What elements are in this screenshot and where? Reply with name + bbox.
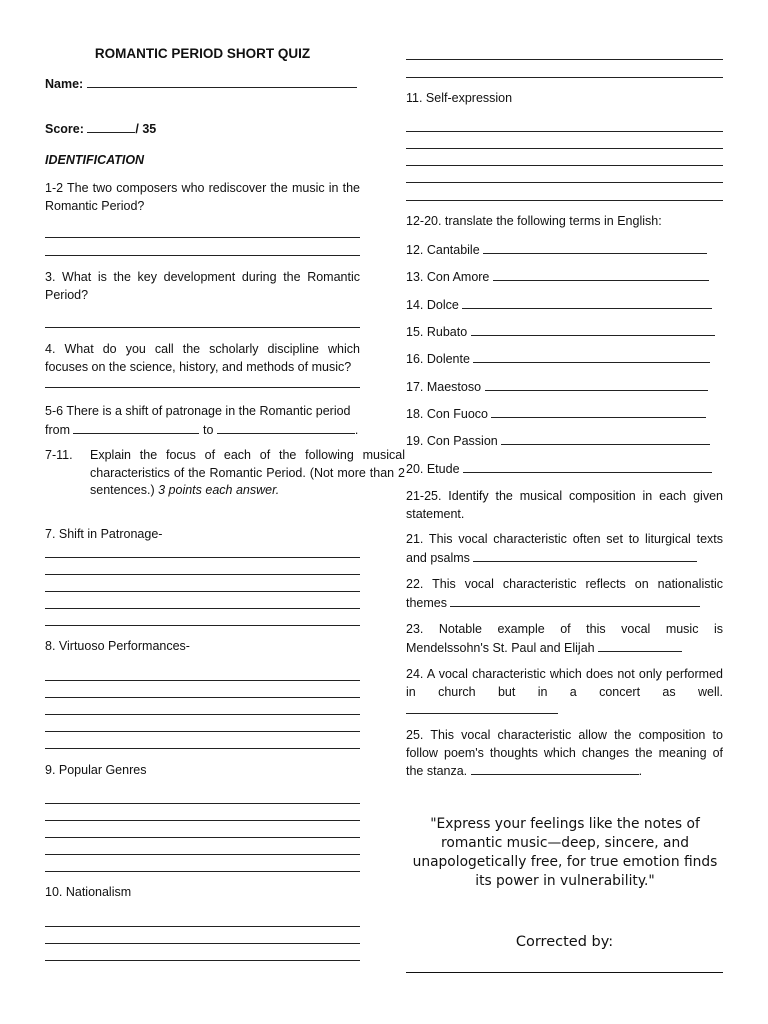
question-22-text: 22. This vocal characteristic reflects on nationalistic themes bbox=[406, 577, 723, 610]
name-row bbox=[45, 75, 360, 94]
question-7-11-text: Explain the focus of each of the following musical characteristics of the Romantic Period. (Not more than 2 sentences.) bbox=[90, 448, 405, 497]
term-label: 18. Con Fuoco bbox=[406, 407, 488, 421]
question-24-text: 24. A vocal characteristic which does not only performed in church but in a concert as well. bbox=[406, 667, 723, 699]
answer-line[interactable] bbox=[45, 803, 360, 804]
answer-line[interactable] bbox=[45, 960, 360, 961]
question-11: 11. Self-expression bbox=[406, 91, 513, 105]
question-10: 10. Nationalism bbox=[45, 885, 132, 899]
term-row bbox=[406, 405, 706, 423]
patronage-to-field[interactable] bbox=[217, 421, 355, 434]
answer-line[interactable] bbox=[45, 943, 360, 944]
answer-line[interactable] bbox=[406, 182, 723, 183]
translation-field[interactable] bbox=[483, 241, 707, 254]
answer-line[interactable] bbox=[45, 731, 360, 732]
answer-field[interactable] bbox=[473, 549, 697, 562]
answer-line[interactable] bbox=[45, 237, 360, 238]
term-label: 19. Con Passion bbox=[406, 434, 498, 448]
section-heading: IDENTIFICATION bbox=[45, 153, 145, 167]
answer-line[interactable] bbox=[406, 59, 723, 60]
answer-line[interactable] bbox=[45, 697, 360, 698]
answer-line[interactable] bbox=[45, 871, 360, 872]
translation-field[interactable] bbox=[462, 296, 712, 309]
question-7-11 bbox=[45, 447, 405, 500]
answer-line[interactable] bbox=[45, 926, 360, 927]
term-row bbox=[406, 350, 710, 368]
answer-field[interactable] bbox=[471, 762, 639, 775]
term-row bbox=[406, 460, 712, 478]
answer-line[interactable] bbox=[406, 131, 723, 132]
answer-line[interactable] bbox=[45, 591, 360, 592]
question-25-end: . bbox=[638, 764, 643, 778]
term-label: 15. Rubato bbox=[406, 325, 468, 339]
answer-field[interactable] bbox=[450, 594, 700, 607]
term-label: 12. Cantabile bbox=[406, 243, 480, 257]
question-1-2: 1-2 The two composers who rediscover the music in the Romantic Period? bbox=[45, 181, 360, 213]
translation-field[interactable] bbox=[501, 432, 710, 445]
question-5-6-to: to bbox=[202, 422, 214, 437]
score-label: Score: bbox=[45, 122, 84, 136]
question-5-6-lead: 5-6 There is a shift of patronage in the Romantic period from bbox=[45, 404, 351, 437]
answer-line[interactable] bbox=[45, 557, 360, 558]
answer-line[interactable] bbox=[45, 625, 360, 626]
question-5-6 bbox=[45, 403, 360, 439]
corrected-by-line[interactable] bbox=[406, 972, 723, 973]
answer-line[interactable] bbox=[406, 148, 723, 149]
term-label: 20. Etude bbox=[406, 462, 460, 476]
question-8: 8. Virtuoso Performances- bbox=[45, 639, 190, 653]
translation-field[interactable] bbox=[463, 460, 712, 473]
answer-line[interactable] bbox=[45, 574, 360, 575]
answer-line[interactable] bbox=[45, 820, 360, 821]
question-9: 9. Popular Genres bbox=[45, 763, 147, 777]
translation-field[interactable] bbox=[471, 323, 715, 336]
answer-line[interactable] bbox=[45, 327, 360, 328]
term-row bbox=[406, 296, 712, 314]
answer-line[interactable] bbox=[45, 680, 360, 681]
answer-line[interactable] bbox=[45, 854, 360, 855]
question-25-text: 25. This vocal characteristic allow the composition to follow poem's thoughts which changes the meaning of the stanza. bbox=[406, 728, 723, 778]
answer-line[interactable] bbox=[45, 255, 360, 256]
term-row bbox=[406, 378, 708, 396]
question-7: 7. Shift in Patronage- bbox=[45, 527, 163, 541]
question-21 bbox=[406, 531, 723, 567]
translation-field[interactable] bbox=[493, 268, 709, 281]
translation-field[interactable] bbox=[473, 350, 710, 363]
question-21-text: 21. This vocal characteristic often set to liturgical texts and psalms bbox=[406, 532, 723, 565]
answer-line[interactable] bbox=[406, 77, 723, 78]
term-label: 13. Con Amore bbox=[406, 270, 490, 284]
translation-field[interactable] bbox=[491, 405, 706, 418]
answer-line[interactable] bbox=[45, 387, 360, 388]
score-field[interactable] bbox=[87, 120, 135, 133]
corrected-by-label: Corrected by: bbox=[515, 934, 614, 950]
patronage-from-field[interactable] bbox=[73, 421, 199, 434]
name-field[interactable] bbox=[87, 75, 357, 88]
score-total: / 35 bbox=[135, 122, 157, 136]
name-label: Name: bbox=[45, 77, 84, 91]
term-row bbox=[406, 432, 710, 450]
answer-line[interactable] bbox=[406, 165, 723, 166]
term-row bbox=[406, 323, 715, 341]
answer-line[interactable] bbox=[45, 608, 360, 609]
question-7-11-points: 3 points each answer. bbox=[158, 483, 280, 497]
question-7-11-number: 7-11. bbox=[45, 448, 73, 462]
answer-field[interactable] bbox=[598, 639, 682, 652]
answer-line[interactable] bbox=[45, 837, 360, 838]
term-row bbox=[406, 268, 709, 286]
score-row bbox=[45, 120, 360, 139]
term-label: 17. Maestoso bbox=[406, 380, 482, 394]
question-3: 3. What is the key development during the Romantic Period? bbox=[45, 270, 360, 302]
answer-line[interactable] bbox=[45, 714, 360, 715]
motivational-quote: "Express your feelings like the notes of romantic music—deep, sincere, and unapologetically free, for true emotion finds its power in vulnerability." bbox=[412, 816, 718, 889]
term-row bbox=[406, 241, 707, 259]
question-25 bbox=[406, 727, 723, 781]
answer-line[interactable] bbox=[45, 748, 360, 749]
question-24 bbox=[406, 666, 723, 720]
answer-line[interactable] bbox=[406, 200, 723, 201]
answer-field[interactable] bbox=[406, 701, 558, 714]
question-12-20-intro: 12-20. translate the following terms in English: bbox=[406, 214, 662, 228]
term-label: 16. Dolente bbox=[406, 352, 470, 366]
question-5-6-end: . bbox=[354, 422, 359, 437]
question-4: 4. What do you call the scholarly discipline which focuses on the science, history, and methods of music? bbox=[45, 342, 360, 374]
question-23 bbox=[406, 621, 723, 657]
question-21-25-intro: 21-25. Identify the musical composition in each given statement. bbox=[406, 489, 723, 521]
question-22 bbox=[406, 576, 723, 612]
quiz-title: ROMANTIC PERIOD SHORT QUIZ bbox=[94, 46, 311, 61]
translation-field[interactable] bbox=[485, 378, 708, 391]
question-23-text: 23. Notable example of this vocal music is Mendelssohn's St. Paul and Elijah bbox=[406, 622, 723, 655]
term-label: 14. Dolce bbox=[406, 298, 459, 312]
